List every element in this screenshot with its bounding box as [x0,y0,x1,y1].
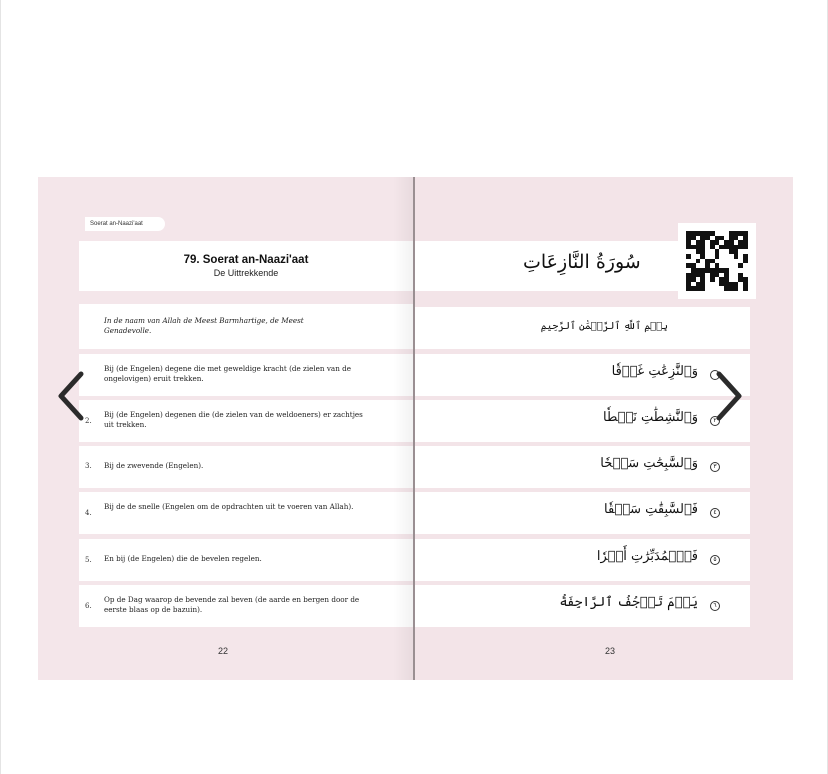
verse-text: Bij de de snelle (Engelen om de opdrachten uit te voeren van Allah). [104,502,354,511]
arabic-surah-title: سُورَةُ النَّازِعَاتِ [523,251,641,273]
arabic-verse-text: يَوۡمَ تَرۡجُفُ ٱلرَّاجِفَةُ [559,595,698,610]
arabic-verse-text: وَٱلسَّٰبِحَٰتِ سَبۡحٗا [600,456,698,471]
right-page [415,177,793,680]
verse-number: 4. [85,509,92,517]
left-page [38,177,414,680]
arabic-verse-row [415,400,750,442]
arabic-verse-text: وَٱلنَّٰشِطَٰتِ نَشۡطٗا [603,410,698,425]
previous-image-button[interactable] [53,368,89,424]
arabic-title-box [415,241,678,291]
verse-number: 2. [85,417,92,425]
basmala-text: بِسۡمِ ٱللَّهِ ٱلرَّحۡمَٰنِ ٱلرَّحِيمِ [540,321,668,332]
verse-text: Op de Dag waarop de bevende zal beven (de aarde en bergen door de eerste blaas op de bazuin). [104,595,360,614]
verse-row [79,539,413,581]
verse-number: 3. [85,462,92,470]
arabic-verse-row [415,492,750,534]
surah-subtitle: De Uittrekkende [213,268,279,278]
verse-text: Bij (de Engelen) degene die met geweldige kracht (de zielen van de ongelovigen) eruit trekken. [104,364,351,383]
arabic-verse-row [415,354,750,396]
verse-number: 6. [85,602,92,610]
chevron-left-icon [53,368,89,424]
verse-row [79,354,413,396]
page-number: 23 [605,646,616,656]
verse-number-circle: ٤ [710,508,720,518]
verse-number-circle: ٣ [710,462,720,472]
intro-text: In de naam van Allah de Meest Barmhartige, de Meest Genadevolle. [104,316,304,335]
verse-row [79,446,413,488]
verse-number: 5. [85,556,92,564]
next-image-button[interactable] [711,368,747,424]
surah-title-box [79,241,413,291]
running-head: Soerat an-Naazi'aat [85,217,165,231]
arabic-verse-text: وَٱلنَّٰزِعَٰتِ غَرۡقٗا [611,364,698,379]
verse-text: En bij (de Engelen) die de bevelen regelen. [104,554,262,563]
arabic-verse-text: فَٱلۡمُدَبِّرَٰتِ أَمۡرٗا [596,549,698,564]
arabic-verse-row [415,446,750,488]
verse-text: Bij (de Engelen) degenen die (de zielen van de weldoeners) er zachtjes uit trekken. [104,410,363,429]
qr-code [678,223,756,299]
verse-row [79,400,413,442]
page-number: 22 [218,646,229,656]
arabic-verse-row [415,585,750,627]
arabic-verse-text: فَٱلسَّٰبِقَٰتِ سَبۡقٗا [603,502,698,517]
qr-code-icon [686,231,748,291]
gutter-shadow [393,177,413,680]
intro-box [79,304,413,349]
chevron-right-icon [711,368,747,424]
basmala-box [415,307,750,349]
verse-row [79,492,413,534]
book-spread [38,177,793,680]
verse-number-circle: ٥ [710,555,720,565]
verse-number-circle: ٢ [710,416,720,426]
surah-title: 79. Soerat an-Naazi'aat [183,254,309,266]
verse-text: Bij de zwevende (Engelen). [104,461,204,470]
verse-number-circle: ٦ [710,601,720,611]
verse-row [79,585,413,627]
arabic-verse-row [415,539,750,581]
